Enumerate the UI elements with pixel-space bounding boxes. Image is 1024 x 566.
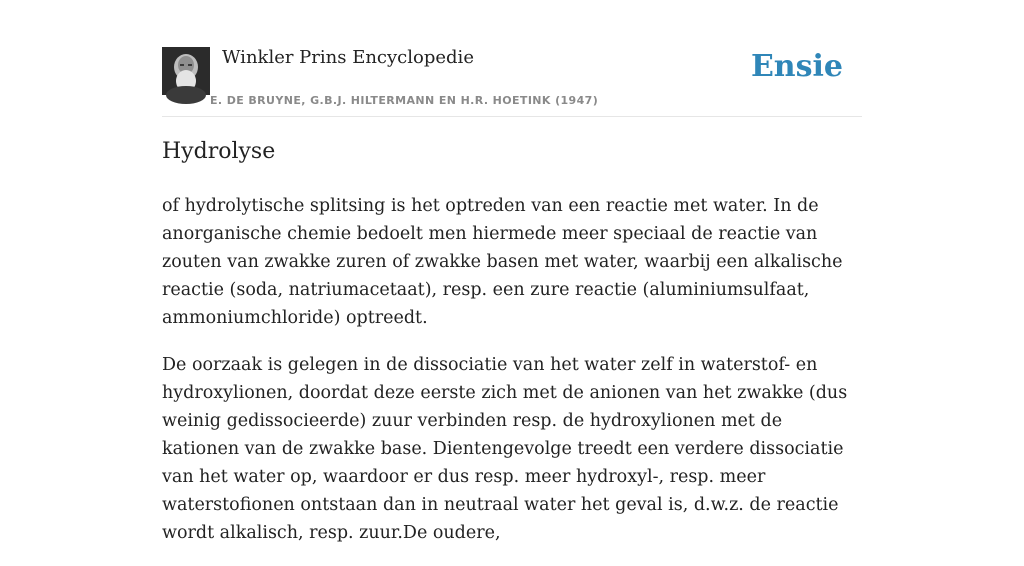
article-paragraph-1: of hydrolytische splitsing is het optreden van een reactie met water. In de anorganische chemie bedoelt men hiermede meer speciaal de reactie van zouten van zwakke zuren of zwakke basen met water, waarbij een alkalische reactie (soda, natriumacetaat), resp. een zure reactie (aluminiumsulfaat, ammoniumchloride) optreedt.	[162, 196, 843, 328]
site-header	[162, 46, 862, 117]
site-title-link[interactable]: Winkler Prins Encyclopedie	[222, 47, 474, 68]
article-body	[162, 192, 862, 566]
article-paragraph-2: De oorzaak is gelegen in de dissociatie van het water zelf in waterstof- en hydroxylionen, doordat deze eerste zich met de anionen van het zwakke (dus weinig gedissocieerde) zuur verbinden resp. de hydroxylionen met de kationen van de zwakke base. Dientengevolge treedt een verdere dissociatie van het water op, waardoor er dus resp. meer hydroxyl-, resp. meer waterstofionen ontstaan dan in neutraal water het geval is, d.w.z. de reactie wordt alkalisch, resp. zuur.De oudere,	[162, 355, 848, 543]
authors-byline: E. DE BRUYNE, G.B.J. HILTERMANN EN H.R. HOETINK (1947)	[210, 94, 599, 107]
ensie-logo-link[interactable]: Ensie	[750, 49, 843, 84]
author-avatar[interactable]	[162, 47, 210, 95]
article-title: Hydrolyse	[162, 139, 276, 164]
portrait-icon	[162, 47, 210, 95]
